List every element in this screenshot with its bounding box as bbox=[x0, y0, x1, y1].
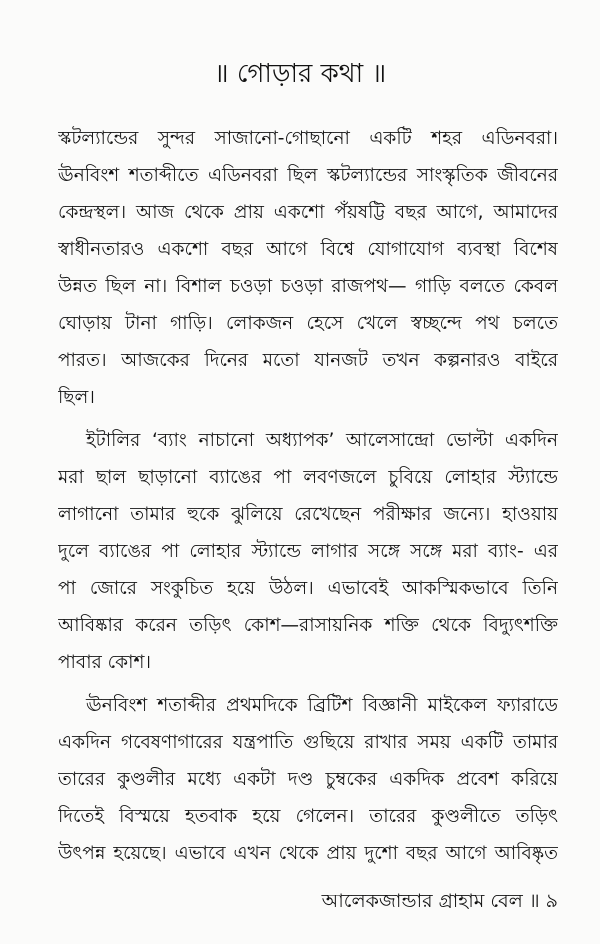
text-line: একদিন গবেষণাগারের যন্ত্রপাতি গুছিয়ে রাখার সময় একটি তামার bbox=[58, 732, 558, 753]
text-line: ঊনবিংশ শতাব্দীতে এডিনবরা ছিল স্কটল্যান্ডের সাংস্কৃতিক জীবনের bbox=[58, 165, 558, 186]
paragraph-3 bbox=[58, 687, 558, 872]
text-line: স্বাধীনতারও একশো বছর আগে বিশ্বে যোগাযোগ ব্যবস্থা বিশেষ bbox=[58, 239, 558, 260]
paragraph-1 bbox=[58, 120, 558, 416]
text-line: ছিল। bbox=[58, 387, 95, 408]
text-line: পা জোরে সংকুচিত হয়ে উঠল। এভাবেই আকস্মিকভাবে তিনি bbox=[58, 578, 558, 599]
text-line: ঘোড়ায় টানা গাড়ি। লোকজন হেসে খেলে স্বচ্ছন্দে পথ চলতে bbox=[58, 313, 558, 334]
text-line: উৎপন্ন হয়েছে। এভাবে এখন থেকে প্রায় দুশো বছর আগে আবিষ্কৃত bbox=[58, 843, 558, 864]
text-line: দুলে ব্যাঙের পা লোহার স্ট্যান্ডে লাগার সঙ্গে সঙ্গে মরা ব্যাং- এর bbox=[58, 541, 558, 562]
text-line: কেন্দ্রস্থল। আজ থেকে প্রায় একশো পঁয়ষট্টি বছর আগে, আমাদের bbox=[58, 202, 558, 223]
text-line: উন্নত ছিল না। বিশাল চওড়া চওড়া রাজপথ— গাড়ি বলতে কেবল bbox=[58, 276, 558, 297]
text-line: পারত। আজকের দিনের মতো যানজট তখন কল্পনারও বাইরে bbox=[58, 350, 558, 371]
body-text bbox=[58, 120, 558, 872]
text-line: মরা ছাল ছাড়ানো ব্যাঙের পা লবণজলে চুবিয়ে লোহার স্ট্যান্ডে bbox=[58, 467, 558, 488]
text-line: ঊনবিংশ শতাব্দীর প্রথমদিকে ব্রিটিশ বিজ্ঞানী মাইকেল ফ্যারাডে bbox=[86, 695, 558, 716]
text-line: দিতেই বিস্ময়ে হতবাক হয়ে গেলেন। তারের কুণ্ডলীতে তড়িৎ bbox=[58, 806, 558, 827]
text-line: লাগানো তামার হুকে ঝুলিয়ে রেখেছেন পরীক্ষার জন্যে। হাওয়ায় bbox=[58, 504, 558, 525]
text-line: স্কটল্যান্ডের সুন্দর সাজানো-গোছানো একটি শহর এডিনবরা। bbox=[58, 128, 558, 149]
running-footer: আলেকজান্ডার গ্রাহাম বেল ॥ ৯ bbox=[321, 890, 558, 912]
text-line: আবিষ্কার করেন তড়িৎ কোশ—রাসায়নিক শক্তি থেকে বিদ্যুৎশক্তি bbox=[58, 615, 558, 636]
paragraph-2 bbox=[58, 422, 558, 681]
text-line: তারের কুণ্ডলীর মধ্যে একটা দণ্ড চুম্বকের একদিক প্রবেশ করিয়ে bbox=[58, 769, 558, 790]
text-line: ইটালির ‘ব্যাং নাচানো অধ্যাপক’ আলেসান্দ্রো ভোল্টা একদিন bbox=[86, 430, 558, 451]
chapter-title: ॥ গোড়ার কথা ॥ bbox=[213, 59, 387, 89]
text-line: পাবার কোশ। bbox=[58, 652, 152, 673]
